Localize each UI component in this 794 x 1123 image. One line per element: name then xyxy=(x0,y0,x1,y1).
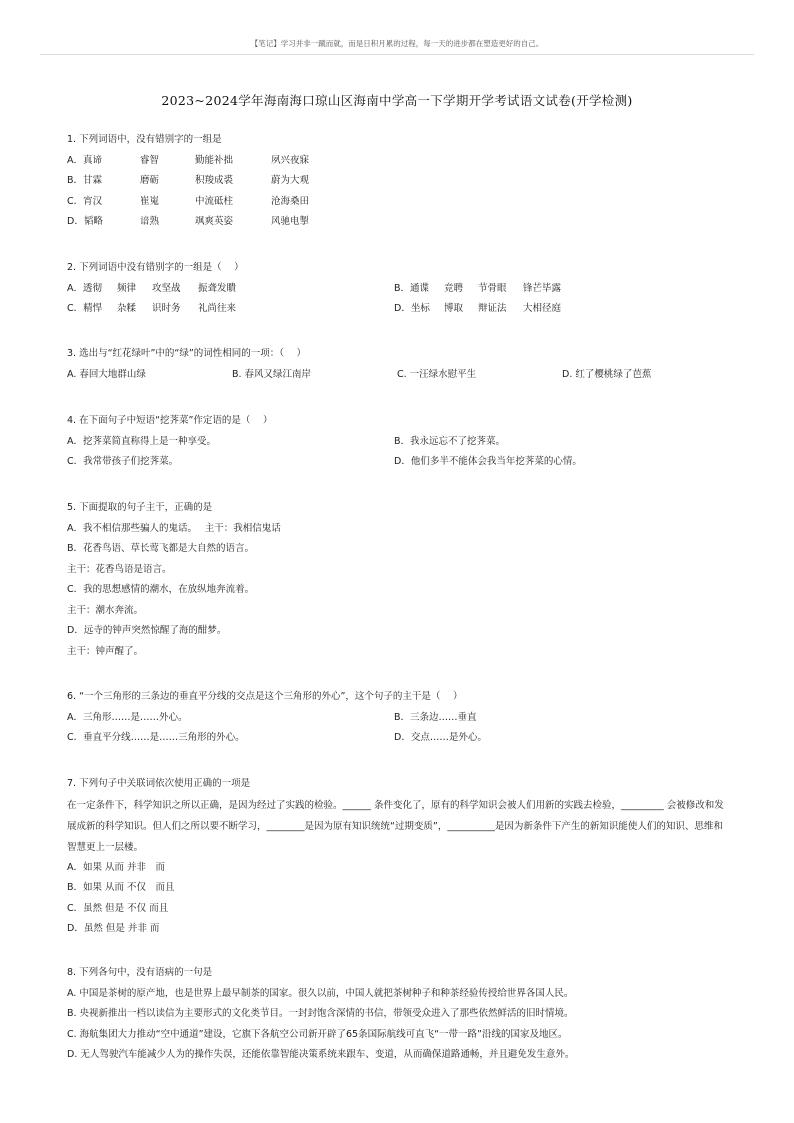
option-row xyxy=(67,728,727,749)
option-d: D. 红了樱桃绿了芭蕉 xyxy=(562,368,652,380)
option-word: 博取 xyxy=(444,303,464,314)
option-line: B．如果 从而 不仅 而且 xyxy=(67,882,175,893)
answer-line: A．我不相信那些骗人的鬼话。 主干：我相信鬼话 xyxy=(67,522,281,534)
option-cell: 风驰电掣 xyxy=(271,216,310,227)
option-word: C．精悍 xyxy=(67,303,103,314)
option-cell: 中流砥柱 xyxy=(195,195,234,207)
question-stem: 3. 选出与“红花绿叶”中的“绿”的词性相同的一项：（ ） xyxy=(67,348,307,359)
option-row xyxy=(67,171,727,192)
option-word: 频律 xyxy=(117,282,137,294)
answer-line: C．我的思想感情的潮水，在放纵地奔流着。 xyxy=(67,584,255,595)
question-5 xyxy=(67,498,727,662)
option-cell: B．甘霖 xyxy=(67,175,103,186)
option-cell: 睿智 xyxy=(140,154,160,166)
option-row xyxy=(67,299,727,320)
answer-line: 主干：花香鸟语是语言。 xyxy=(67,563,172,575)
question-3 xyxy=(67,344,727,385)
option-cell: D．韬略 xyxy=(67,216,103,227)
option-cell: 夙兴夜寐 xyxy=(271,154,310,166)
question-stem: 1. 下列词语中，没有错别字的一组是 xyxy=(67,134,222,145)
option-cell: 积羧成裘 xyxy=(195,175,234,186)
question-stem: 7. 下列句子中关联词依次使用正确的一项是 xyxy=(67,778,251,789)
question-stem: 4. 在下面句子中短语“挖荠菜”作定语的是（ ） xyxy=(67,415,273,426)
option-word: D．坐标 xyxy=(394,303,430,314)
question-stem: 2. 下列词语中没有错别字的一组是（ ） xyxy=(67,262,244,273)
option-word: 大相径庭 xyxy=(523,303,562,314)
option-cell: 磨砺 xyxy=(140,175,160,186)
option-cell: A．真谛 xyxy=(67,154,102,166)
option-c: C．垂直平分线……是……三角形的外心。 xyxy=(67,732,245,743)
header-divider xyxy=(40,54,754,55)
option-cell: 勤能补拙 xyxy=(195,154,234,166)
option-word: 识时务 xyxy=(152,303,181,314)
option-word: 攻坚战 xyxy=(152,282,181,294)
question-6 xyxy=(67,687,727,749)
option-line: B. 央视新推出一档以读信为主要形式的文化类节目。一封封饱含深情的书信，带领受众进入了那些依然鲜活的旧时情境。 xyxy=(67,1008,574,1019)
option-row xyxy=(67,708,727,729)
question-4 xyxy=(67,411,727,473)
option-cell: 蔚为大观 xyxy=(271,175,310,186)
option-word: 辩证法 xyxy=(478,303,507,314)
option-row xyxy=(67,279,727,300)
header-note: 【笔记】学习并非一蹴而就，而是日积月累的过程，每一天的进步都在塑造更好的自己。 xyxy=(250,39,544,48)
answer-line: B．花香鸟语、草长莺飞都是大自然的语言。 xyxy=(67,543,255,554)
option-cell: C．宵汉 xyxy=(67,195,103,207)
option-b: B．三条边……垂直 xyxy=(394,711,477,723)
option-word: B．通谍 xyxy=(394,282,430,294)
option-word: 节骨眼 xyxy=(478,282,507,294)
option-row xyxy=(67,212,727,233)
option-a: A．三角形……是……外心。 xyxy=(67,711,188,723)
option-line: D．虽然 但是 并非 而 xyxy=(67,923,160,934)
option-row xyxy=(67,151,727,172)
option-cell: 崔嵬 xyxy=(140,195,160,207)
option-word: 锋芒毕露 xyxy=(523,282,562,294)
question-2 xyxy=(67,258,727,320)
option-word: A．透彻 xyxy=(67,282,102,294)
option-word: 礼尚往来 xyxy=(198,303,237,314)
option-cell: 飒爽英姿 xyxy=(195,216,234,227)
option-d: D．交点……是外心。 xyxy=(394,732,487,743)
option-line: A. 中国是茶树的原产地，也是世界上最早制茶的国家。很久以前，中国人就把茶树种子和种茶经验传授给世界各国人民。 xyxy=(67,987,574,999)
option-word: 振聋发瞶 xyxy=(198,282,237,294)
option-line: C. 海航集团大力推动“空中通道”建设，它旗下各航空公司新开辟了65条国际航线可直飞“一带一路”沿线的国家及地区。 xyxy=(67,1028,568,1040)
question-stem: 8. 下列各句中，没有语病的一句是 xyxy=(67,967,213,978)
answer-line: 主干：潮水奔流。 xyxy=(67,604,144,616)
option-row xyxy=(67,432,727,453)
answer-line: D．远寺的钟声突然惊醒了海的酣梦。 xyxy=(67,625,227,636)
answer-line: 主干：钟声醒了。 xyxy=(67,645,144,657)
option-b: B. 春风又绿江南岸 xyxy=(232,368,312,380)
option-line: A．如果 从而 并非 而 xyxy=(67,861,166,873)
question-stem: 6. “一个三角形的三条边的垂直平分线的交点是这个三角形的外心”，这个句子的主干是（ ） xyxy=(67,691,463,702)
option-line: C．虽然 但是 不仅 而且 xyxy=(67,902,169,914)
question-passage: 在一定条件下，科学知识之所以正确，是因为经过了实践的检验。______ 条件变化了，原有的科学知识会被人们用新的实践去检验，_________ 会被修改和发展成新的科学知识。但人们之所以要不断学习，________是因为原有知识统统“过期变质”，__________是因为新条件下产生的新知识能使人们的知识、思维和智慧更上一层楼。 xyxy=(67,799,724,853)
option-row xyxy=(67,452,727,473)
question-8 xyxy=(67,963,727,1066)
option-row xyxy=(67,365,727,386)
option-line: D. 无人驾驶汽车能减少人为的操作失误，还能依靠智能决策系统来跟车、变道，从而确保道路通畅，并且避免发生意外。 xyxy=(67,1049,575,1060)
option-a: A．挖荠菜简直称得上是一种享受。 xyxy=(67,435,216,447)
option-d: D．他们多半不能体会我当年挖荠菜的心情。 xyxy=(394,456,582,467)
question-stem: 5. 下面提取的句子主干，正确的是 xyxy=(67,502,213,513)
option-word: 竞聘 xyxy=(444,282,464,294)
option-cell: 谙熟 xyxy=(140,216,160,227)
page-title: 2023~2024学年海南海口琼山区海南中学高一下学期开学考试语文试卷(开学检测) xyxy=(161,93,633,108)
option-row xyxy=(67,192,727,213)
option-c: C. 一汪绿水慰平生 xyxy=(397,368,477,380)
option-a: A. 春回大地群山绿 xyxy=(67,368,146,380)
option-cell: 沧海桑田 xyxy=(271,195,310,207)
option-word: 杂糅 xyxy=(117,303,137,314)
question-1 xyxy=(67,130,727,233)
question-7 xyxy=(67,774,727,940)
option-b: B．我永远忘不了挖荠菜。 xyxy=(394,435,506,447)
option-c: C．我常带孩子们挖荠菜。 xyxy=(67,456,179,467)
